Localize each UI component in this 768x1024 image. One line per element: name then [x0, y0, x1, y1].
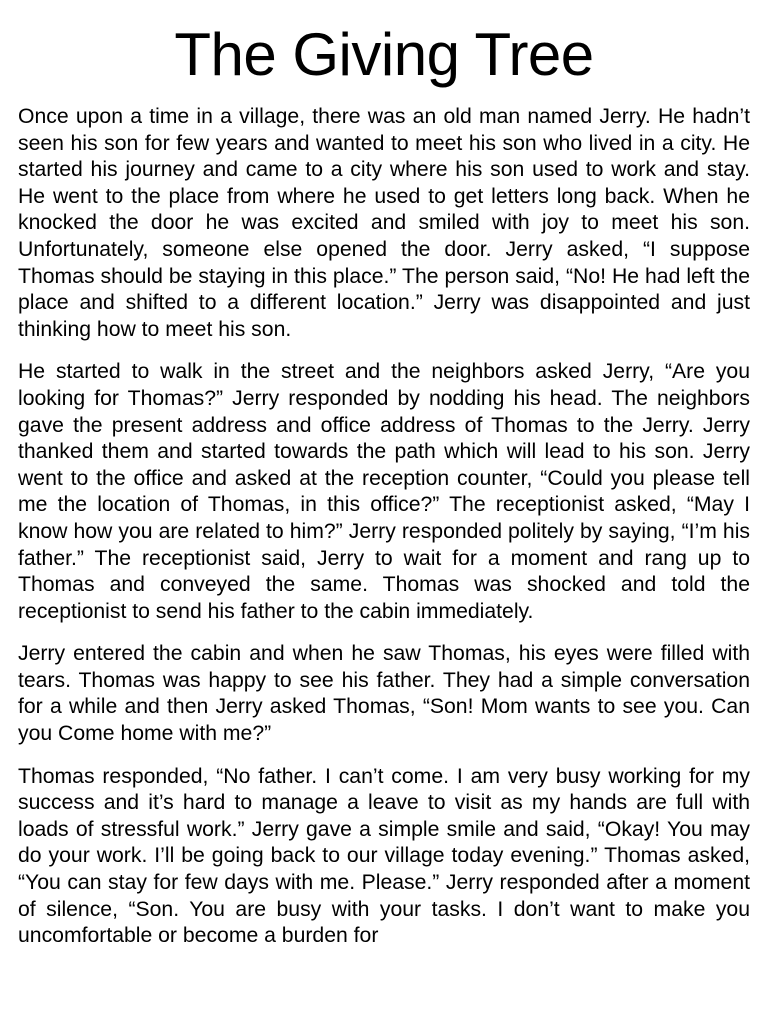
paragraph-3: Jerry entered the cabin and when he saw Thomas, his eyes were filled with tears. Thomas was happy to see his father. They had a simple conversation for a while and then Jerry asked Thomas, “Son! Mom wants to see you. Can you Come home with me?”	[18, 642, 750, 746]
document-title: The Giving Tree	[174, 21, 594, 88]
paragraph-1: Once upon a time in a village, there was an old man named Jerry. He hadn’t seen his son for few years and wanted to meet his son who lived in a city. He started his journey and came to a city where his son used to work and stay. He went to the place from where he used to get letters long back. When he knocked the door he was excited and smiled with joy to meet his son. Unfortunately, someone else opened the door. Jerry asked, “I suppose Thomas should be staying in this place.” The person said, “No! He had left the place and shifted to a different location.” Jerry was disappointed and just thinking how to meet his son.	[18, 105, 750, 341]
paragraph-4: Thomas responded, “No father. I can’t come. I am very busy working for my success and it’s hard to manage a leave to visit as my hands are full with loads of stressful work.” Jerry gave a simple smile and said, “Okay! You may do your work. I’ll be going back to our village today evening.” Thomas asked, “You can stay for few days with me. Please.” Jerry responded after a moment of silence, “Son. You are busy with your tasks. I don’t want to make you uncomfortable or become a burden for	[18, 764, 750, 948]
paragraph-2: He started to walk in the street and the neighbors asked Jerry, “Are you looking for Thomas?” Jerry responded by nodding his head. The neighbors gave the present address and office address of Thomas to the Jerry. Jerry thanked them and started towards the path which will lead to his son. Jerry went to the office and asked at the reception counter, “Could you please tell me the location of Thomas, in this office?” The receptionist asked, “May I know how you are related to him?” Jerry responded politely by saying, “I’m his father.” The receptionist said, Jerry to wait for a moment and rang up to Thomas and conveyed the same. Thomas was shocked and told the receptionist to send his father to the cabin immediately.	[18, 360, 750, 623]
story-body	[18, 104, 750, 950]
